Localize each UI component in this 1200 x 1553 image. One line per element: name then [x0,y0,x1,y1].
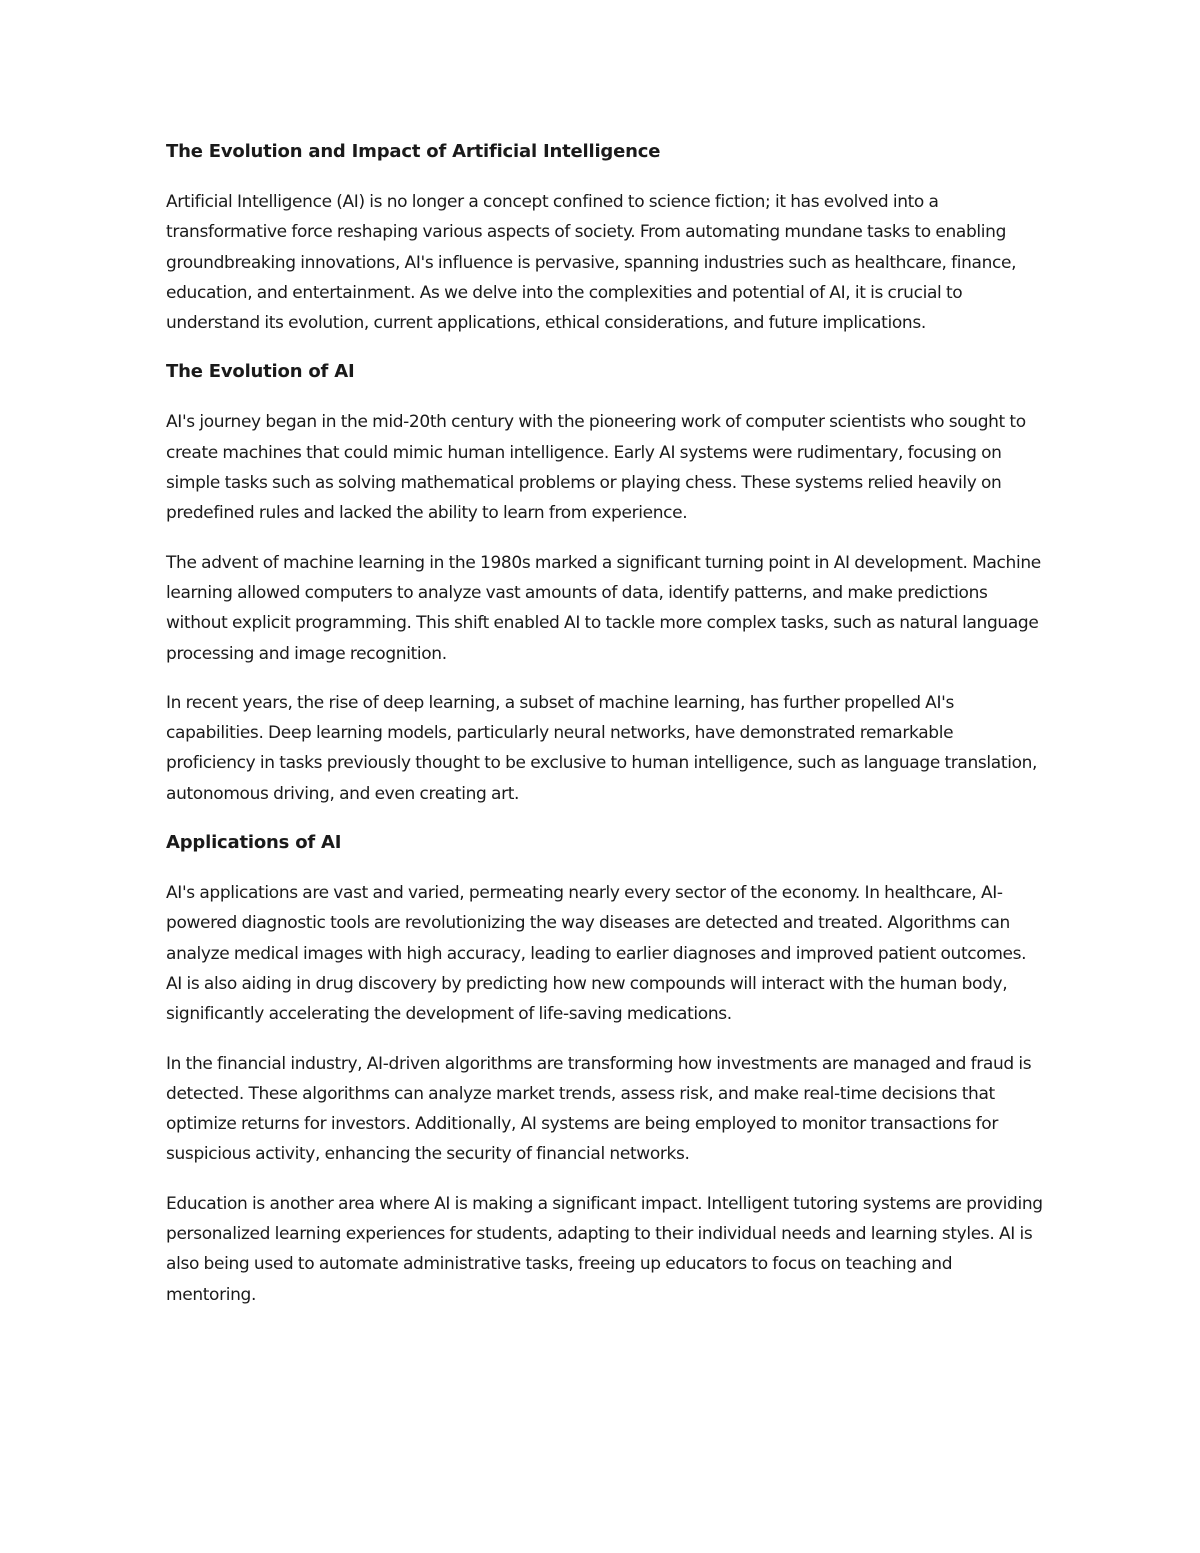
section-heading: Applications of AI [166,832,342,854]
paragraph: AI's applications are vast and varied, permeating nearly every sector of the economy. In healthcare, AI-powered diagnostic tools are revolutionizing the way diseases are detected and treated. Algorithms can analyze medical images with high accuracy, leading to earlier diagnoses and improved patient outcomes. AI is also aiding in drug discovery by predicting how new compounds will interact with the human body, significantly accelerating the development of life-saving medications. [166,883,1027,1025]
paragraph: In recent years, the rise of deep learning, a subset of machine learning, has further propelled AI's capabilities. Deep learning models, particularly neural networks, have demonstrated remarkable proficiency in tasks previously thought to be exclusive to human intelligence, such as language translation, autonomous driving, and even creating art. [166,692,1038,804]
paragraph: AI's journey began in the mid-20th century with the pioneering work of computer scientists who sought to create machines that could mimic human intelligence. Early AI systems were rudimentary, focusing on simple tasks such as solving mathematical problems or playing chess. These systems relied heavily on predefined rules and lacked the ability to learn from experience. [166,412,1026,524]
document-title: The Evolution and Impact of Artificial Intelligence [166,141,661,162]
intro-paragraph: Artificial Intelligence (AI) is no longer a concept confined to science fiction; it has evolved into a transformative force reshaping various aspects of society. From automating mundane tasks to enabling groundbreaking innovations, AI's influence is pervasive, spanning industries such as healthcare, finance, education, and entertainment. As we delve into the complexities and potential of AI, it is crucial to understand its evolution, current applications, ethical considerations, and future implications. [166,192,1017,334]
section-evolution-of-ai [166,357,1046,809]
section-applications-of-ai [166,828,1046,1310]
paragraph: In the financial industry, AI-driven algorithms are transforming how investments are managed and fraud is detected. These algorithms can analyze market trends, assess risk, and make real-time decisions that optimize returns for investors. Additionally, AI systems are being employed to monitor transactions for suspicious activity, enhancing the security of financial networks. [166,1053,1032,1165]
document-body [166,137,1046,1329]
section-heading: The Evolution of AI [166,361,355,383]
paragraph: The advent of machine learning in the 1980s marked a significant turning point in AI development. Machine learning allowed computers to analyze vast amounts of data, identify patterns, and make predictions without explicit programming. This shift enabled AI to tackle more complex tasks, such as natural language processing and image recognition. [166,552,1041,664]
paragraph: Education is another area where AI is making a significant impact. Intelligent tutoring systems are providing personalized learning experiences for students, adapting to their individual needs and learning styles. AI is also being used to automate administrative tasks, freeing up educators to focus on teaching and mentoring. [166,1193,1043,1305]
